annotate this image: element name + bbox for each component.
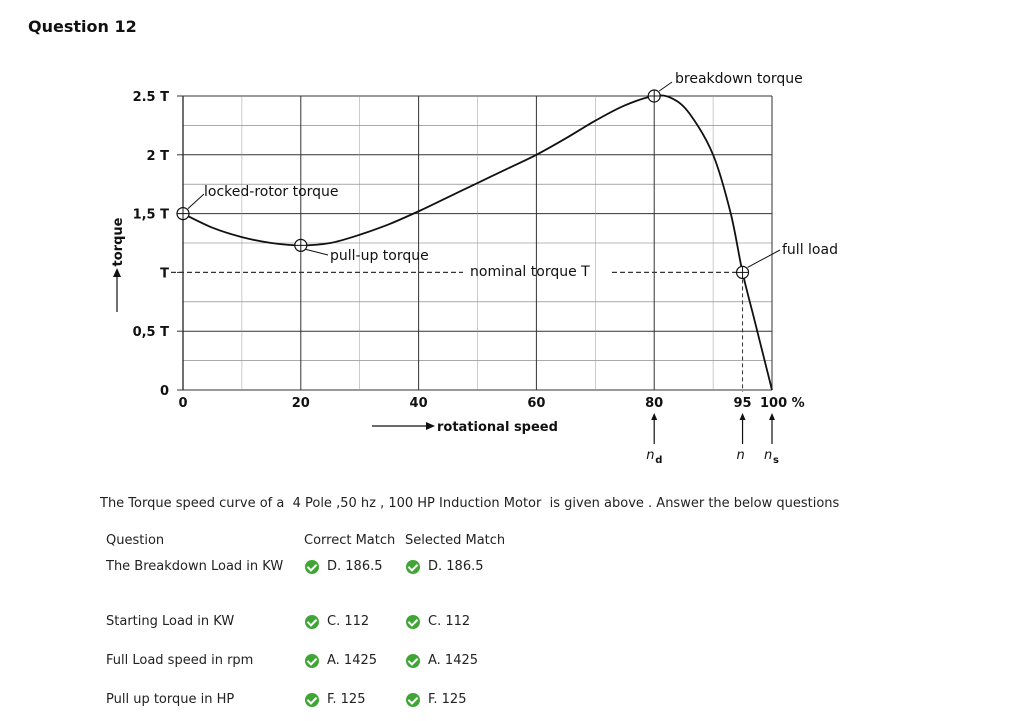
xtick-label-1: 20 (291, 396, 310, 411)
xtick-label-0: 0 (178, 396, 188, 411)
row-1-correct (305, 614, 369, 629)
n-arrow-head (740, 413, 746, 420)
question-title: Question 12 (28, 17, 137, 36)
locked-rotor-leader (188, 194, 204, 209)
row-1-correct-text: C. 112 (327, 614, 370, 629)
row-2-correct (305, 653, 377, 668)
check-icon (305, 560, 319, 574)
row-2-selected-text: A. 1425 (428, 653, 479, 668)
nd-label: n (646, 448, 655, 463)
check-icon (305, 654, 319, 668)
xtick-label-6: 100 % (760, 396, 805, 411)
xtick-label-4: 80 (645, 396, 664, 411)
locked-rotor-label: locked-rotor torque (204, 184, 339, 200)
ytick-label-3: 1,5 T (132, 207, 169, 223)
ns-arrow-head (769, 413, 775, 420)
ytick-label-2: T (160, 266, 169, 282)
ytick-label-0: 0 (159, 384, 169, 399)
x-axis-label: rotational speed (437, 420, 558, 435)
row-0-correct-text: D. 186.5 (327, 559, 383, 574)
row-3-selected (406, 692, 466, 707)
check-icon (406, 615, 420, 629)
ytick-label-1: 0,5 T (132, 325, 169, 341)
ytick-label-5: 2.5 T (132, 90, 169, 105)
row-0-selected-text: D. 186.5 (428, 559, 484, 574)
full-load-label: full load (782, 242, 838, 258)
row-3-correct-text: F. 125 (327, 692, 366, 707)
check-icon (406, 560, 420, 574)
x-axis-arrow-head (426, 422, 435, 430)
ns-subscript: s (773, 455, 779, 466)
header-question: Question (106, 533, 165, 548)
row-3-question: Pull up torque in HP (106, 692, 235, 707)
y-axis-arrow-head (113, 268, 121, 277)
check-icon (406, 693, 420, 707)
ns-label: n (764, 448, 773, 463)
xtick-label-5: 95 (733, 396, 752, 411)
header-selected-match: Selected Match (405, 533, 506, 548)
check-icon (305, 615, 319, 629)
breakdown-label: breakdown torque (675, 71, 803, 87)
row-1-selected-text: C. 112 (428, 614, 471, 629)
row-1-selected (406, 614, 470, 629)
row-0-correct (305, 559, 383, 574)
row-3-correct (305, 692, 365, 707)
row-2-selected (406, 653, 478, 668)
question-description: The Torque speed curve of a 4 Pole ,50 hz , 100 HP Induction Motor is given above . Answer the below questions (100, 496, 840, 511)
breakdown-leader (659, 82, 672, 91)
ytick-label-4: 2 T (146, 148, 169, 164)
xtick-label-2: 40 (409, 396, 428, 411)
check-icon (406, 654, 420, 668)
row-2-question: Full Load speed in rpm (106, 653, 254, 668)
row-0-selected (406, 559, 484, 574)
chart-grid (177, 96, 772, 392)
chart-labels (111, 71, 838, 466)
header-correct-match: Correct Match (304, 533, 396, 548)
full-load-leader (748, 250, 780, 267)
pull-up-leader (306, 249, 328, 255)
nd-arrow-head (651, 413, 657, 420)
pull-up-label: pull-up torque (330, 248, 429, 264)
nd-subscript: d (655, 455, 663, 466)
y-axis-label: torque (111, 217, 126, 267)
nominal-label: nominal torque T (470, 264, 590, 280)
row-0-question: The Breakdown Load in KW (106, 559, 284, 574)
tick-labels (133, 90, 805, 411)
row-3-selected-text: F. 125 (428, 692, 467, 707)
n-label: n (736, 448, 745, 463)
xtick-label-3: 60 (527, 396, 546, 411)
check-icon (305, 693, 319, 707)
row-2-correct-text: A. 1425 (327, 653, 378, 668)
row-1-question: Starting Load in KW (106, 614, 235, 629)
